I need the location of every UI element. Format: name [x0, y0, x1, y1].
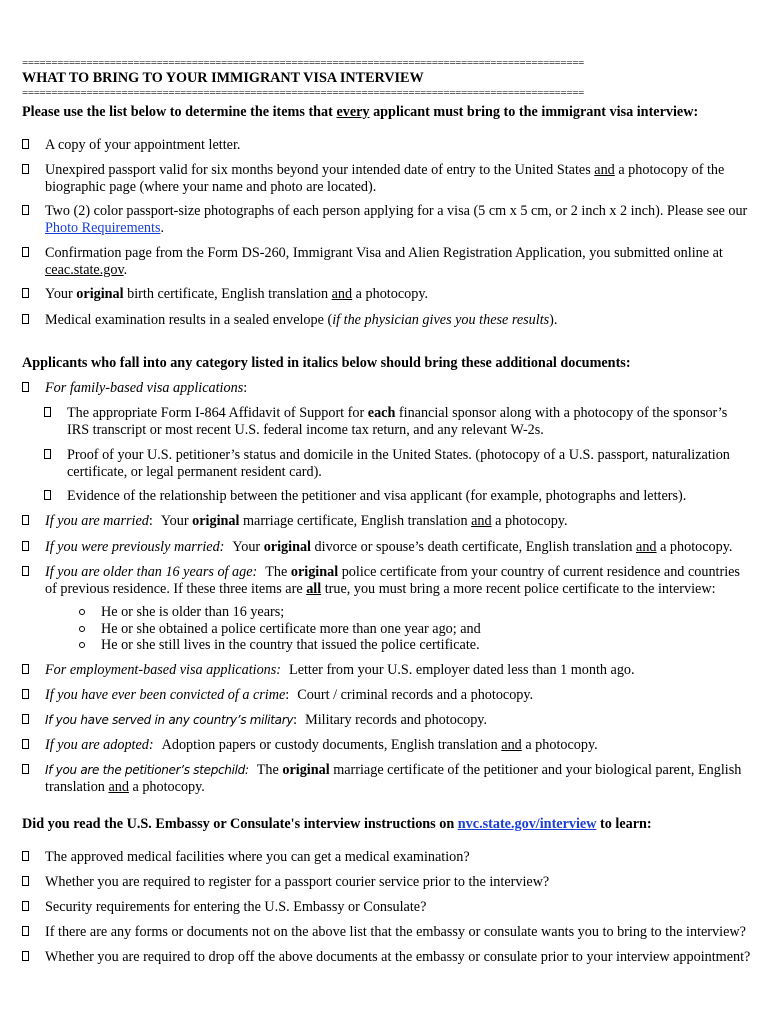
checkbox-icon: [22, 951, 29, 961]
checkbox-icon: [22, 926, 29, 936]
divider-top: ================================================================================================: [22, 59, 584, 68]
checkbox-icon: [22, 876, 29, 886]
checkbox-icon: [22, 515, 29, 525]
list-item-medical-exam: Medical examination results in a sealed envelope (if the physician gives you these results).: [22, 312, 748, 329]
checkbox-icon: [22, 139, 29, 149]
checkbox-icon: [22, 205, 29, 215]
category-stepchild: If you are the petitioner’s stepchild: The original marriage certificate of the petitioner and your biological parent, English translation and a photocopy.: [22, 762, 748, 795]
family-affidavit-item: The appropriate Form I-864 Affidavit of Support for each financial sponsor along with a photocopy of the sponsor’s IRS transcript or most recent U.S. federal income tax return, and any relevant W-2s.: [44, 405, 748, 438]
checkbox-icon: [22, 664, 29, 674]
category-military-service: If you have served in any country’s military: Military records and photocopy.: [22, 712, 748, 729]
ceac-site-text: ceac.state.gov: [45, 261, 124, 278]
police-condition-item: He or she still lives in the country that issued the police certificate.: [22, 637, 748, 654]
checkbox-icon: [22, 382, 29, 392]
list-item-ds260: Confirmation page from the Form DS-260, Immigrant Visa and Alien Registration Application, you submitted online at ceac.state.gov.: [22, 245, 748, 278]
category-married: If you are married: Your original marriage certificate, English translation and a photocopy.: [22, 513, 748, 530]
category-previously-married: If you were previously married: Your original divorce or spouse’s death certificate, English translation and a photocopy.: [22, 539, 748, 556]
bullet-icon: [79, 626, 85, 632]
list-item-appointment-letter: A copy of your appointment letter.: [22, 137, 748, 154]
category-older-than-16: If you are older than 16 years of age: The original police certificate from your country of current residence and countries of previous residence. If these three items are all true, you must bring a more recent police certificate to the interview:: [22, 564, 748, 597]
page-title: WHAT TO BRING TO YOUR IMMIGRANT VISA INTERVIEW: [22, 70, 424, 86]
checkbox-icon: [22, 541, 29, 551]
category-employment-based: For employment-based visa applications: Letter from your U.S. employer dated less than 1 month ago.: [22, 662, 748, 679]
checkbox-icon: [22, 689, 29, 699]
family-status-proof-item: Proof of your U.S. petitioner’s status and domicile in the United States. (photocopy of a U.S. passport, naturalization certificate, or legal permanent resident card).: [44, 447, 748, 480]
interview-instructions-heading: Did you read the U.S. Embassy or Consulate's interview instructions on nvc.state.gov/interview to learn:: [22, 816, 652, 832]
checkbox-icon: [22, 288, 29, 298]
police-condition-item: He or she obtained a police certificate more than one year ago; and: [22, 621, 748, 638]
checkbox-icon: [22, 164, 29, 174]
photo-requirements-link[interactable]: Photo Requirements: [45, 219, 161, 236]
intro-text: Please use the list below to determine the items that every applicant must bring to the immigrant visa interview:: [22, 104, 699, 120]
learn-item-medical-facilities: The approved medical facilities where you can get a medical examination?: [22, 849, 748, 866]
category-family-based: For family-based visa applications:: [22, 380, 748, 397]
checkbox-icon: [22, 739, 29, 749]
family-relationship-evidence-item: Evidence of the relationship between the petitioner and visa applicant (for example, photographs and letters).: [44, 488, 748, 505]
learn-item-security-requirements: Security requirements for entering the U.S. Embassy or Consulate?: [22, 899, 748, 916]
police-condition-item: He or she is older than 16 years;: [22, 604, 748, 621]
checkbox-icon: [22, 714, 29, 724]
checkbox-icon: [22, 566, 29, 576]
bullet-icon: [79, 642, 85, 648]
checkbox-icon: [44, 407, 51, 417]
bullet-icon: [79, 609, 85, 615]
divider-bottom: ================================================================================================: [22, 89, 584, 98]
checkbox-icon: [22, 314, 29, 324]
learn-item-additional-forms: If there are any forms or documents not on the above list that the embassy or consulate wants you to bring to the interview?: [22, 924, 765, 941]
learn-item-drop-off-documents: Whether you are required to drop off the above documents at the embassy or consulate prior to your interview appointment?: [22, 949, 765, 966]
checkbox-icon: [22, 764, 29, 774]
list-item-birth-certificate: Your original birth certificate, English translation and a photocopy.: [22, 286, 748, 303]
checkbox-icon: [44, 490, 51, 500]
list-item-photographs: Two (2) color passport-size photographs of each person applying for a visa (5 cm x 5 cm, or 2 inch x 2 inch). Please see our Photo Requirements.: [22, 203, 748, 236]
checkbox-icon: [22, 901, 29, 911]
checkbox-icon: [22, 851, 29, 861]
additional-documents-heading: Applicants who fall into any category listed in italics below should bring these additional documents:: [22, 355, 631, 371]
learn-item-courier-service: Whether you are required to register for a passport courier service prior to the interview?: [22, 874, 748, 891]
nvc-interview-link[interactable]: nvc.state.gov/interview: [457, 816, 597, 832]
checkbox-icon: [22, 247, 29, 257]
category-criminal-conviction: If you have ever been convicted of a crime: Court / criminal records and a photocopy.: [22, 687, 748, 704]
list-item-passport: Unexpired passport valid for six months beyond your intended date of entry to the United States and a photocopy of the biographic page (where your name and photo are located).: [22, 162, 748, 195]
category-adopted: If you are adopted: Adoption papers or custody documents, English translation and a photocopy.: [22, 737, 748, 754]
checkbox-icon: [44, 449, 51, 459]
